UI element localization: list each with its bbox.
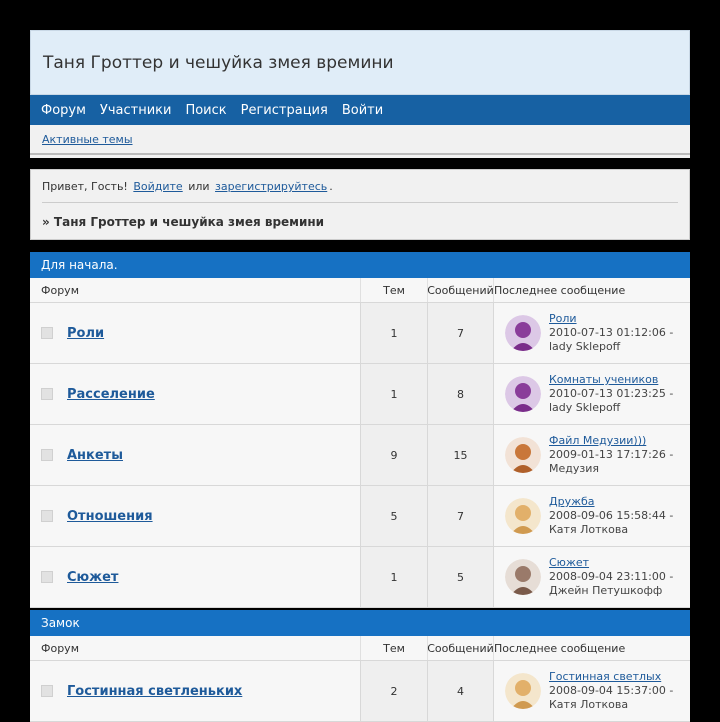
avatar: [505, 559, 541, 595]
posts-count: 5: [428, 547, 494, 607]
posts-count: 7: [428, 303, 494, 363]
topics-count: 5: [361, 486, 428, 546]
col-last: Последнее сообщение: [494, 641, 626, 655]
last-post-link[interactable]: Сюжет: [549, 556, 590, 569]
forum-link[interactable]: Сюжет: [67, 569, 119, 585]
avatar: [505, 376, 541, 412]
forum-row: [30, 661, 690, 722]
topics-count: 1: [361, 303, 428, 363]
main-nav: [30, 95, 690, 125]
nav-register[interactable]: Регистрация: [240, 102, 328, 118]
nav-login[interactable]: Войти: [341, 102, 384, 118]
breadcrumb: » Таня Гроттер и чешуйка змея времини: [42, 215, 325, 229]
forum-status-icon: [41, 327, 53, 339]
category-block: [30, 252, 690, 608]
forum-link[interactable]: Анкеты: [67, 447, 123, 463]
greeting-line: [42, 180, 678, 193]
forum-link[interactable]: Расселение: [67, 386, 155, 402]
avatar: [505, 498, 541, 534]
category-block: [30, 610, 690, 722]
topics-count: 9: [361, 425, 428, 485]
category-title: Замок: [30, 610, 690, 636]
title-bar: [30, 30, 690, 95]
category-title: Для начала.: [30, 252, 690, 278]
topics-count: 2: [361, 661, 428, 721]
posts-count: 4: [428, 661, 494, 721]
topics-count: 1: [361, 364, 428, 424]
posts-count: 15: [428, 425, 494, 485]
forum-status-icon: [41, 571, 53, 583]
forum-status-icon: [41, 449, 53, 461]
posts-count: 7: [428, 486, 494, 546]
col-forum: Форум: [30, 278, 361, 302]
avatar: [505, 315, 541, 351]
period-text: .: [329, 180, 333, 193]
topics-count: 1: [361, 547, 428, 607]
last-post-date: 2008-09-04 15:37:00 -: [549, 684, 674, 697]
last-post-user: Джейн Петушкофф: [549, 584, 663, 597]
forum-link[interactable]: Отношения: [67, 508, 153, 524]
forum-row: [30, 547, 690, 608]
col-topics: Тем: [361, 278, 428, 302]
login-link[interactable]: Войдите: [133, 180, 183, 193]
posts-count: 8: [428, 364, 494, 424]
col-posts: Сообщений: [428, 278, 494, 302]
nav-members[interactable]: Участники: [99, 102, 172, 118]
last-post-date: 2008-09-06 15:58:44 -: [549, 509, 674, 522]
last-post-user: lady Sklepoff: [549, 340, 621, 353]
last-post-date: 2010-07-13 01:23:25 -: [549, 387, 674, 400]
column-headers: [30, 636, 690, 661]
last-post-date: 2010-07-13 01:12:06 -: [549, 326, 674, 339]
last-post-user: lady Sklepoff: [549, 401, 621, 414]
forum-status-icon: [41, 510, 53, 522]
last-post-date: 2008-09-04 23:11:00 -: [549, 570, 674, 583]
last-post-user: Катя Лоткова: [549, 523, 629, 536]
last-post-date: 2009-01-13 17:17:26 -: [549, 448, 674, 461]
forum-row: [30, 425, 690, 486]
last-post-link[interactable]: Файл Медузии))): [549, 434, 647, 447]
greeting-text: Привет, Гость!: [42, 180, 128, 193]
forum-row: [30, 486, 690, 547]
forum-link[interactable]: Гостинная светленьких: [67, 683, 243, 699]
forum-link[interactable]: Роли: [67, 325, 105, 341]
last-post-link[interactable]: Гостинная светлых: [549, 670, 662, 683]
avatar: [505, 673, 541, 709]
col-last: Последнее сообщение: [494, 283, 626, 297]
forum-row: [30, 303, 690, 364]
col-topics: Тем: [361, 636, 428, 660]
nav-search[interactable]: Поиск: [185, 102, 227, 118]
column-headers: [30, 278, 690, 303]
welcome-box: [30, 169, 690, 240]
forum-status-icon: [41, 388, 53, 400]
divider: [42, 202, 678, 203]
last-post-link[interactable]: Комнаты учеников: [549, 373, 659, 386]
avatar: [505, 437, 541, 473]
last-post-user: Катя Лоткова: [549, 698, 629, 711]
last-post-user: Медузия: [549, 462, 599, 475]
forum-row: [30, 364, 690, 425]
register-link[interactable]: зарегистрируйтесь: [215, 180, 328, 193]
last-post-link[interactable]: Роли: [549, 312, 577, 325]
or-text: или: [188, 180, 210, 193]
active-topics-link[interactable]: Активные темы: [42, 132, 133, 146]
sub-nav: [30, 125, 690, 155]
site-header: [30, 30, 690, 158]
col-forum: Форум: [30, 636, 361, 660]
col-posts: Сообщений: [428, 636, 494, 660]
last-post-link[interactable]: Дружба: [549, 495, 595, 508]
nav-forum[interactable]: Форум: [41, 102, 86, 118]
site-title: Таня Гроттер и чешуйка змея времини: [43, 52, 394, 73]
forum-status-icon: [41, 685, 53, 697]
